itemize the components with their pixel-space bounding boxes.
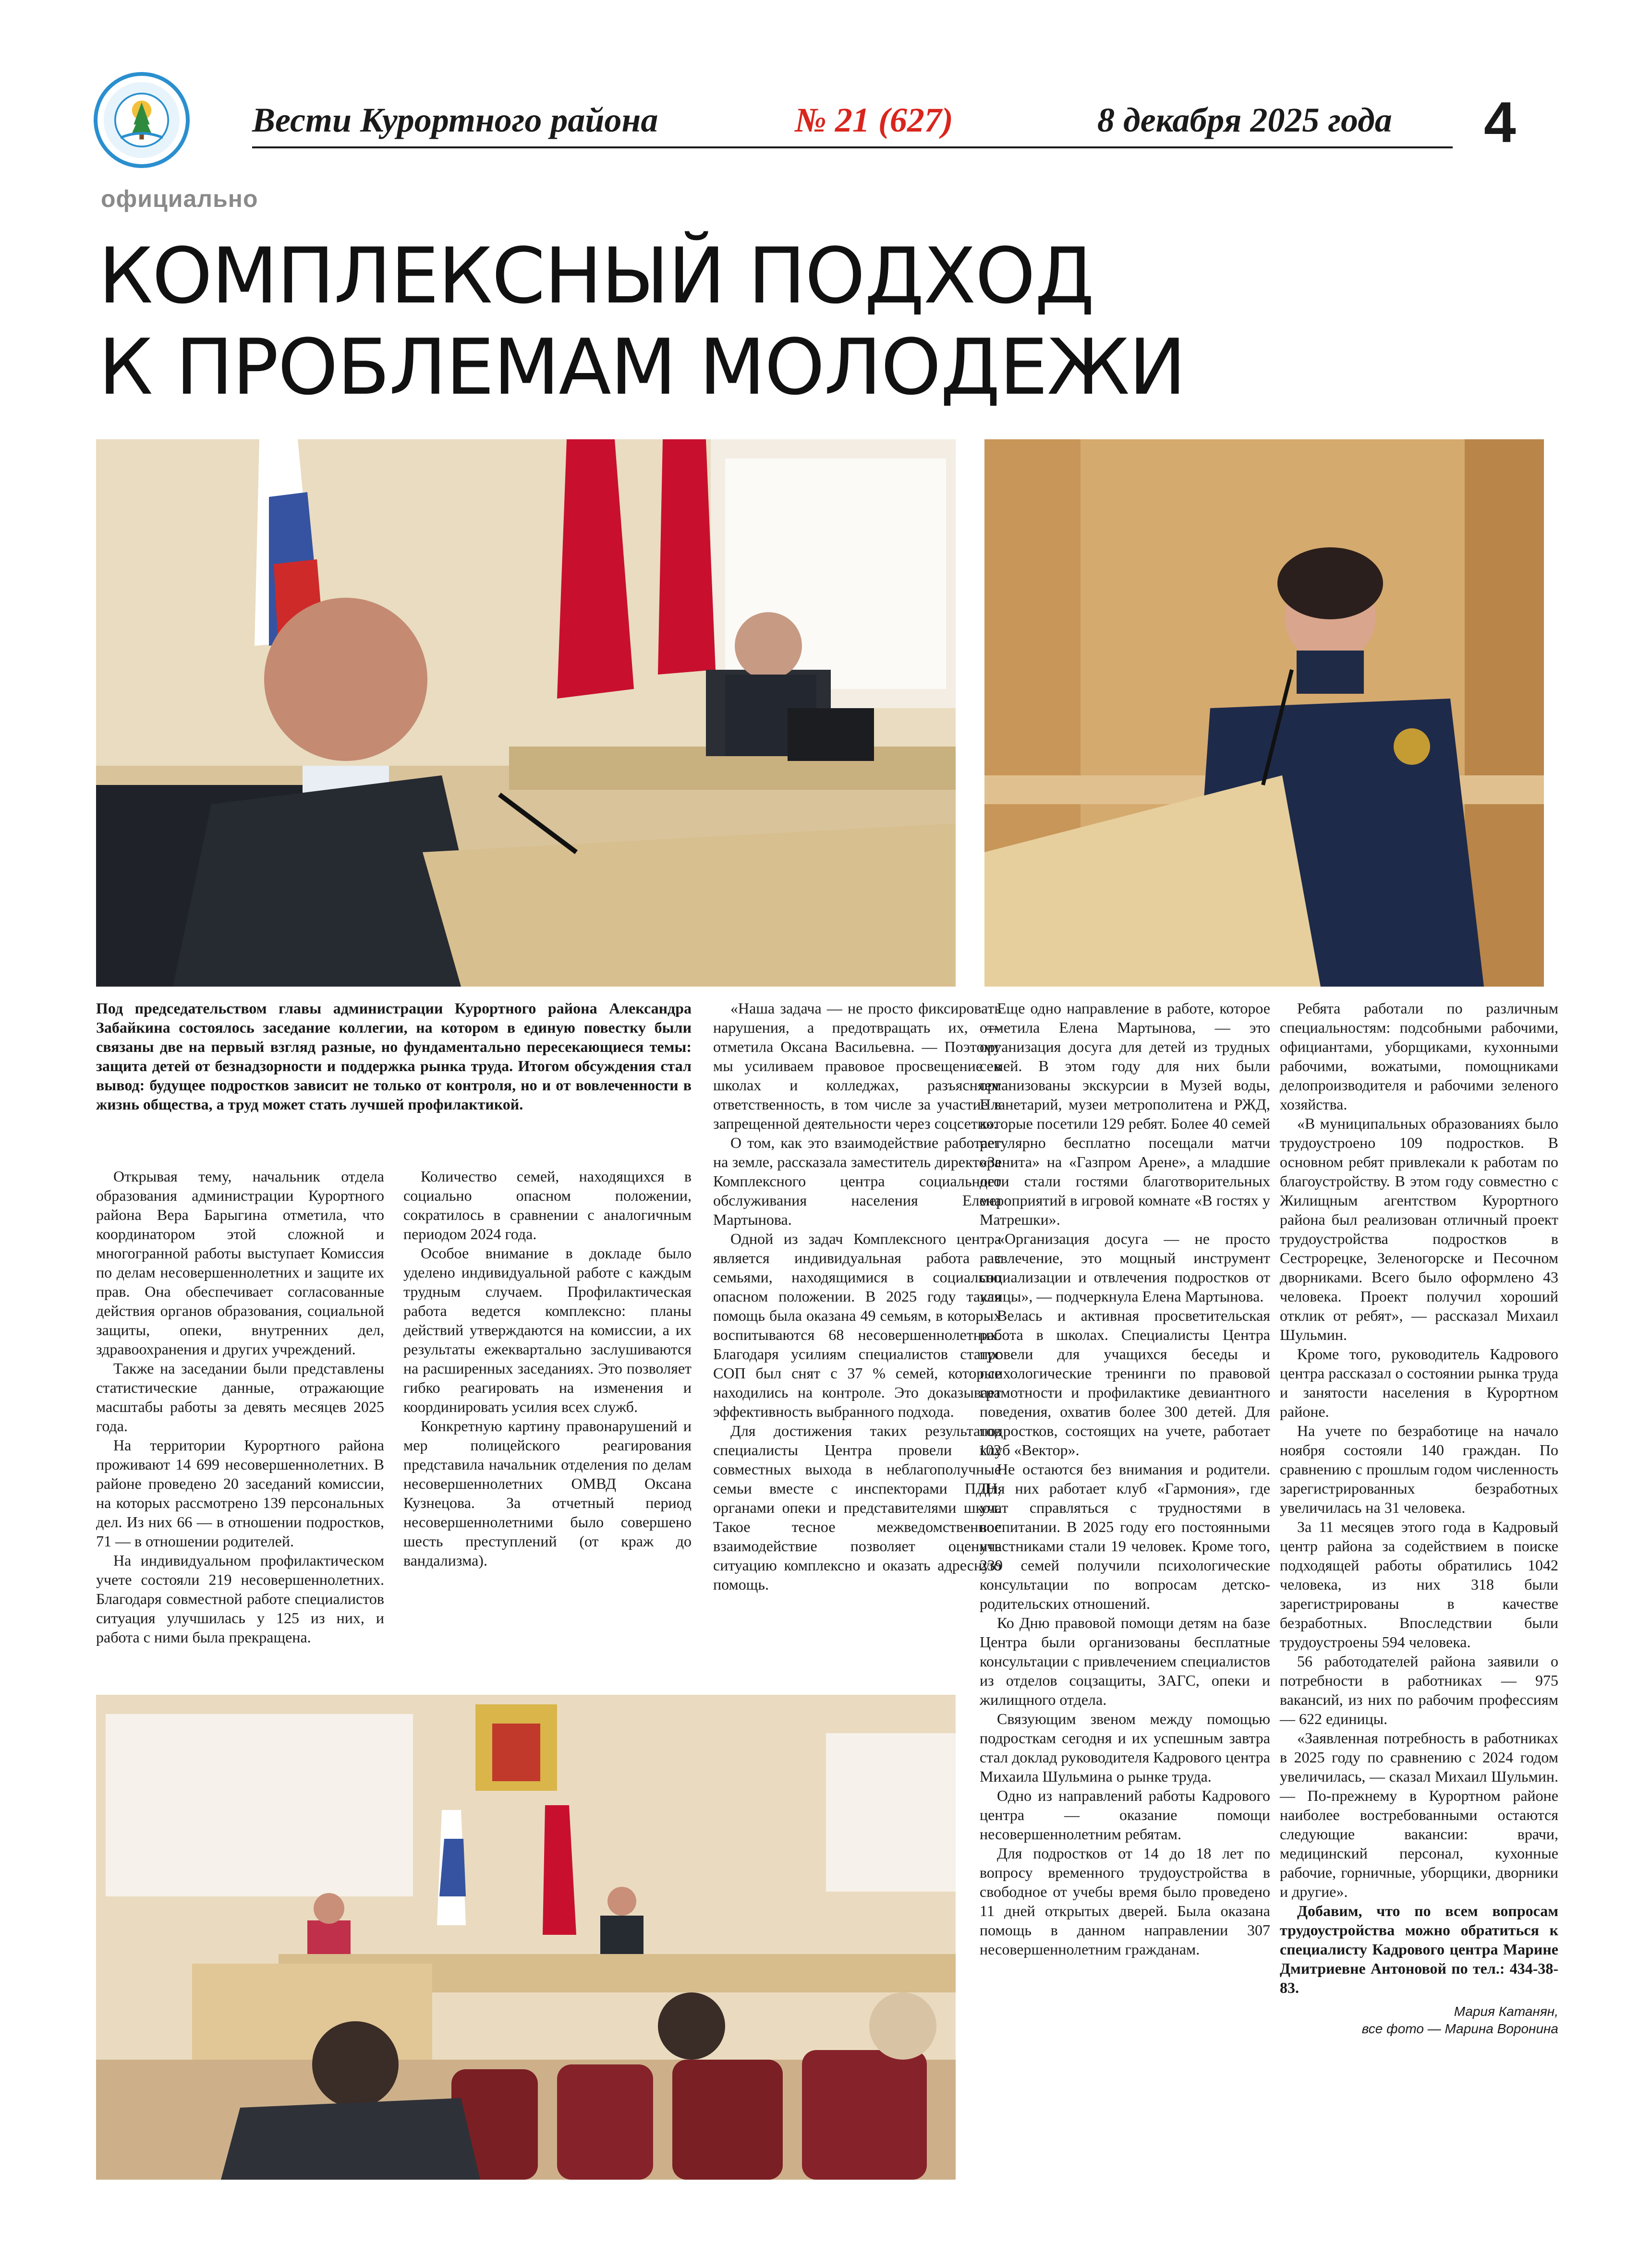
text-column-2 [403,1167,692,1570]
paragraph: «Заявленная потребность в работниках в 2025 году по сравнению с 2024 годом увеличилась, — сказал Михаил Шульмин. — По-прежнему в Курортном районе наиболее востребованными остаются следующие вакансии: врачи, медицинский персонал, кухонные рабочие, горничные, уборщики, дворники и другие». [1280,1729,1558,1900]
paragraph: Одно из направлений работы Кадрового центра — оказание помощи несовершеннолетним ребятам. [980,1787,1270,1843]
paragraph: За 11 месяцев этого года в Кадровый центр района за содействием в поиске подходящей работы обратились 1042 человека, из них 318 были зарегистрированы в качестве безработных. Впоследствии были трудоустроены 594 человека. [1280,1518,1558,1651]
paragraph: «В муниципальных образованиях было трудоустроено 109 подростков. В основном ребят привлекали к работам по благоустройству. В этом году совместно с Жилищным агентством Курортного района был реализован отличный проект трудоустройства подростков в Сестрорецке, Зеленогорске и Песочном дворниками. Всего было оформлено 43 человека. Проект получил хороший отклик от ребят», — рассказал Михаил Шульмин. [1280,1115,1558,1343]
paragraph: Велась и активная просветительская работа в школах. Специалисты Центра провели для учащихся беседы и психологические тренинги по правовой грамотности и профилактике девиантного поведения, охватив более 300 детей. Для подростков, состоящих на учете, работает клуб «Вектор». [980,1307,1270,1459]
issue-number: № 21 (627) [795,101,953,139]
paragraph: На территории Курортного района проживают 14 699 несовершеннолетних. В районе проведено 20 заседаний комиссии, на которых рассмотрено 139 персональных дел. Из них 66 — в отношении подростков, 71 — в отношении родителей. [96,1436,384,1550]
text-column-3 [713,999,1001,1594]
paragraph: Особое внимание в докладе было уделено индивидуальной работе с каждым трудным случаем. Профилактическая работа ведется комплексно: планы действий утверждаются на комиссии, а их результаты ежеквартально заслушиваются на расширенных заседаниях. Это позволяет гибко реагировать на изменения и координировать усилия всех служб. [403,1244,692,1415]
paragraph: 56 работодателей района заявили о потребности в работниках — 975 вакансий, из них по рабочим профессиям — 622 единицы. [1280,1653,1558,1727]
photo-police-officer [984,439,1544,987]
text-column-4 [980,999,1270,1959]
paragraph: Ко Дню правовой помощи детям на базе Центра были организованы бесплатные консультации с привлечением специалистов из отделов соцзащиты, ЗАГС, опеки и жилищного отдела. [980,1614,1270,1708]
byline [1280,2003,1558,2038]
paragraph: На учете по безработице на начало ноября состояли 140 граждан. По сравнению с прошлым годом численность зарегистрированных безработных увеличилась на 31 человека. [1280,1422,1558,1516]
paragraph: Ребята работали по различным специальностям: подсобными рабочими, официантами, уборщиками, кухонными рабочими, вожатыми, помощниками делопроизводителя и рабочими зеленого хозяйства. [1280,1000,1558,1113]
paragraph: Не остаются без внимания и родители. Для них работает клуб «Гармония», где учат справляться с трудностями в воспитании. В 2025 году его постоянными участниками стали 19 человек. Кроме того, 239 семей получили психологические консультации по вопросам детско-родительских отношений. [980,1460,1270,1612]
headline-line-1: КОМПЛЕКСНЫЙ ПОДХОД [98,231,1094,321]
photo-speaker-at-podium [96,439,956,987]
paragraph: Для подростков от 14 до 18 лет по вопросу временного трудоустройства в свободное от учебы время было проведено 11 дней открытых дверей. Была оказана помощь в данном направлении 307 несовершеннолетним гражданам. [980,1845,1270,1958]
paragraph: «Организация досуга — не просто развлечение, это мощный инструмент социализации и отвлечения подростков от улицы», — подчеркнула Елена Мартынова. [980,1230,1270,1305]
rubric-label: официально [101,185,258,212]
paragraph: «Наша задача — не просто фиксировать нарушения, а предотвращать их, — отметила Оксана Васильевна. — Поэтому мы усиливаем правовое просвещение в школах и колледжах, разъясняем ответственность, в том числе за участие в запрещенной деятельности через соцсети». [713,1000,1001,1132]
issue-date: 8 декабря 2025 года [1097,101,1392,139]
paragraph: Связующим звеном между помощью подросткам сегодня и их успешным завтра стал доклад руководителя Кадрового центра Михаила Шульмина о рынке труда. [980,1710,1270,1785]
paragraph: На индивидуальном профилактическом учете состояли 219 несовершеннолетних. Благодаря совместной работе специалистов ситуация улучшилась у 125 из них, и работа с ними была прекращена. [96,1552,384,1646]
paragraph: Кроме того, руководитель Кадрового центра рассказал о состоянии рынка труда и занятости населения в Курортном районе. [1280,1345,1558,1420]
paragraph: Количество семей, находящихся в социально опасном положении, сократилось в сравнении с аналогичным периодом 2024 года. [403,1168,692,1243]
newspaper-title: Вести Курортного района [252,101,658,139]
byline-photo: все фото — Марина Воронина [1361,2021,1558,2036]
text-column-5 [1280,999,1558,2038]
paragraph: О том, как это взаимодействие работает на земле, рассказала заместитель директора Комплексного центра социального обслуживания населения Елена Мартынова. [713,1134,1001,1228]
district-emblem-icon [94,72,190,168]
article-headline [98,230,1539,413]
paragraph: Конкретную картину правонарушений и мер полицейского реагирования представила начальник отделения по делам несовершеннолетних ОМВД Оксана Кузнецова. За отчетный период несовершеннолетними было совершено шесть преступлений (от краж до вандализма). [403,1417,692,1569]
paragraph: Также на заседании были представлены статистические данные, отражающие масштабы работы за девять месяцев 2025 года. [96,1360,384,1435]
byline-author: Мария Катанян, [1454,2004,1558,2019]
paragraph: Открывая тему, начальник отдела образования администрации Курортного района Вера Барыгина отметила, что координатором этой сложной и многогранной работы выступает Комиссия по делам несовершеннолетних и защите их прав. Она обеспечивает согласованные действия органов образования, социальной защиты, опеки, внутренних дел, здравоохранения и других учреждений. [96,1168,384,1358]
page-number: 4 [1484,90,1516,155]
paragraph: Еще одно направление в работе, которое отметила Елена Мартынова, — это организация досуга для детей из трудных семей. В этом году для них были организованы экскурсии в Музей воды, Планетарий, музеи метрополитена и РЖД, которые посетили 129 ребят. Более 40 семей регулярно бесплатно посещали матчи «Зенита» на «Газпром Арене», а младшие дети стали гостями благотворительных мероприятий в игровой комнате «В гостях у Матрешки». [980,1000,1270,1228]
paragraph: Для достижения таких результатов специалисты Центра провели 102 совместных выхода в неблагополучные семьи вместе с инспекторами ПДН, органами опеки и представителями школ. Такое тесное межведомственное взаимодействие позволяет оценить ситуацию комплексно и оказать адресную помощь. [713,1422,1001,1593]
article-lead: Под председательством главы администрации Курортного района Александра Забайкина состоялось заседание коллегии, на котором в единую повестку были связаны две на первый взгляд разные, но фундаментально пересекающиеся темы: защита детей от безнадзорности и поддержка рынка труда. Итогом обсуждения стал вывод: будущее подростков зависит не только от контроля, но и от вовлеченности в жизнь общества, а труд может стать лучшей профилактикой. [96,1000,692,1113]
paragraph: Одной из задач Комплексного центра является индивидуальная работа с семьями, находящимися в социально опасном положении. В 2025 году такая помощь была оказана 49 семьям, в которых воспитываются 68 несовершеннолетних. Благодаря усилиям специалистов статус СОП был снят с 37 % семей, которые находились на контроле. Это доказывает эффективность выбранного подхода. [713,1230,1001,1420]
closing-note: Добавим, что по всем вопросам трудоустройства можно обратиться к специалисту Кадрового центра Марине Дмитриевне Антоновой по тел.: 434-38-83. [1280,1902,1558,1996]
headline-line-2: К ПРОБЛЕМАМ МОЛОДЕЖИ [98,322,1186,412]
masthead-rule [252,146,1453,148]
text-column-1 [96,1167,384,1647]
photo-meeting-hall [96,1695,956,2180]
